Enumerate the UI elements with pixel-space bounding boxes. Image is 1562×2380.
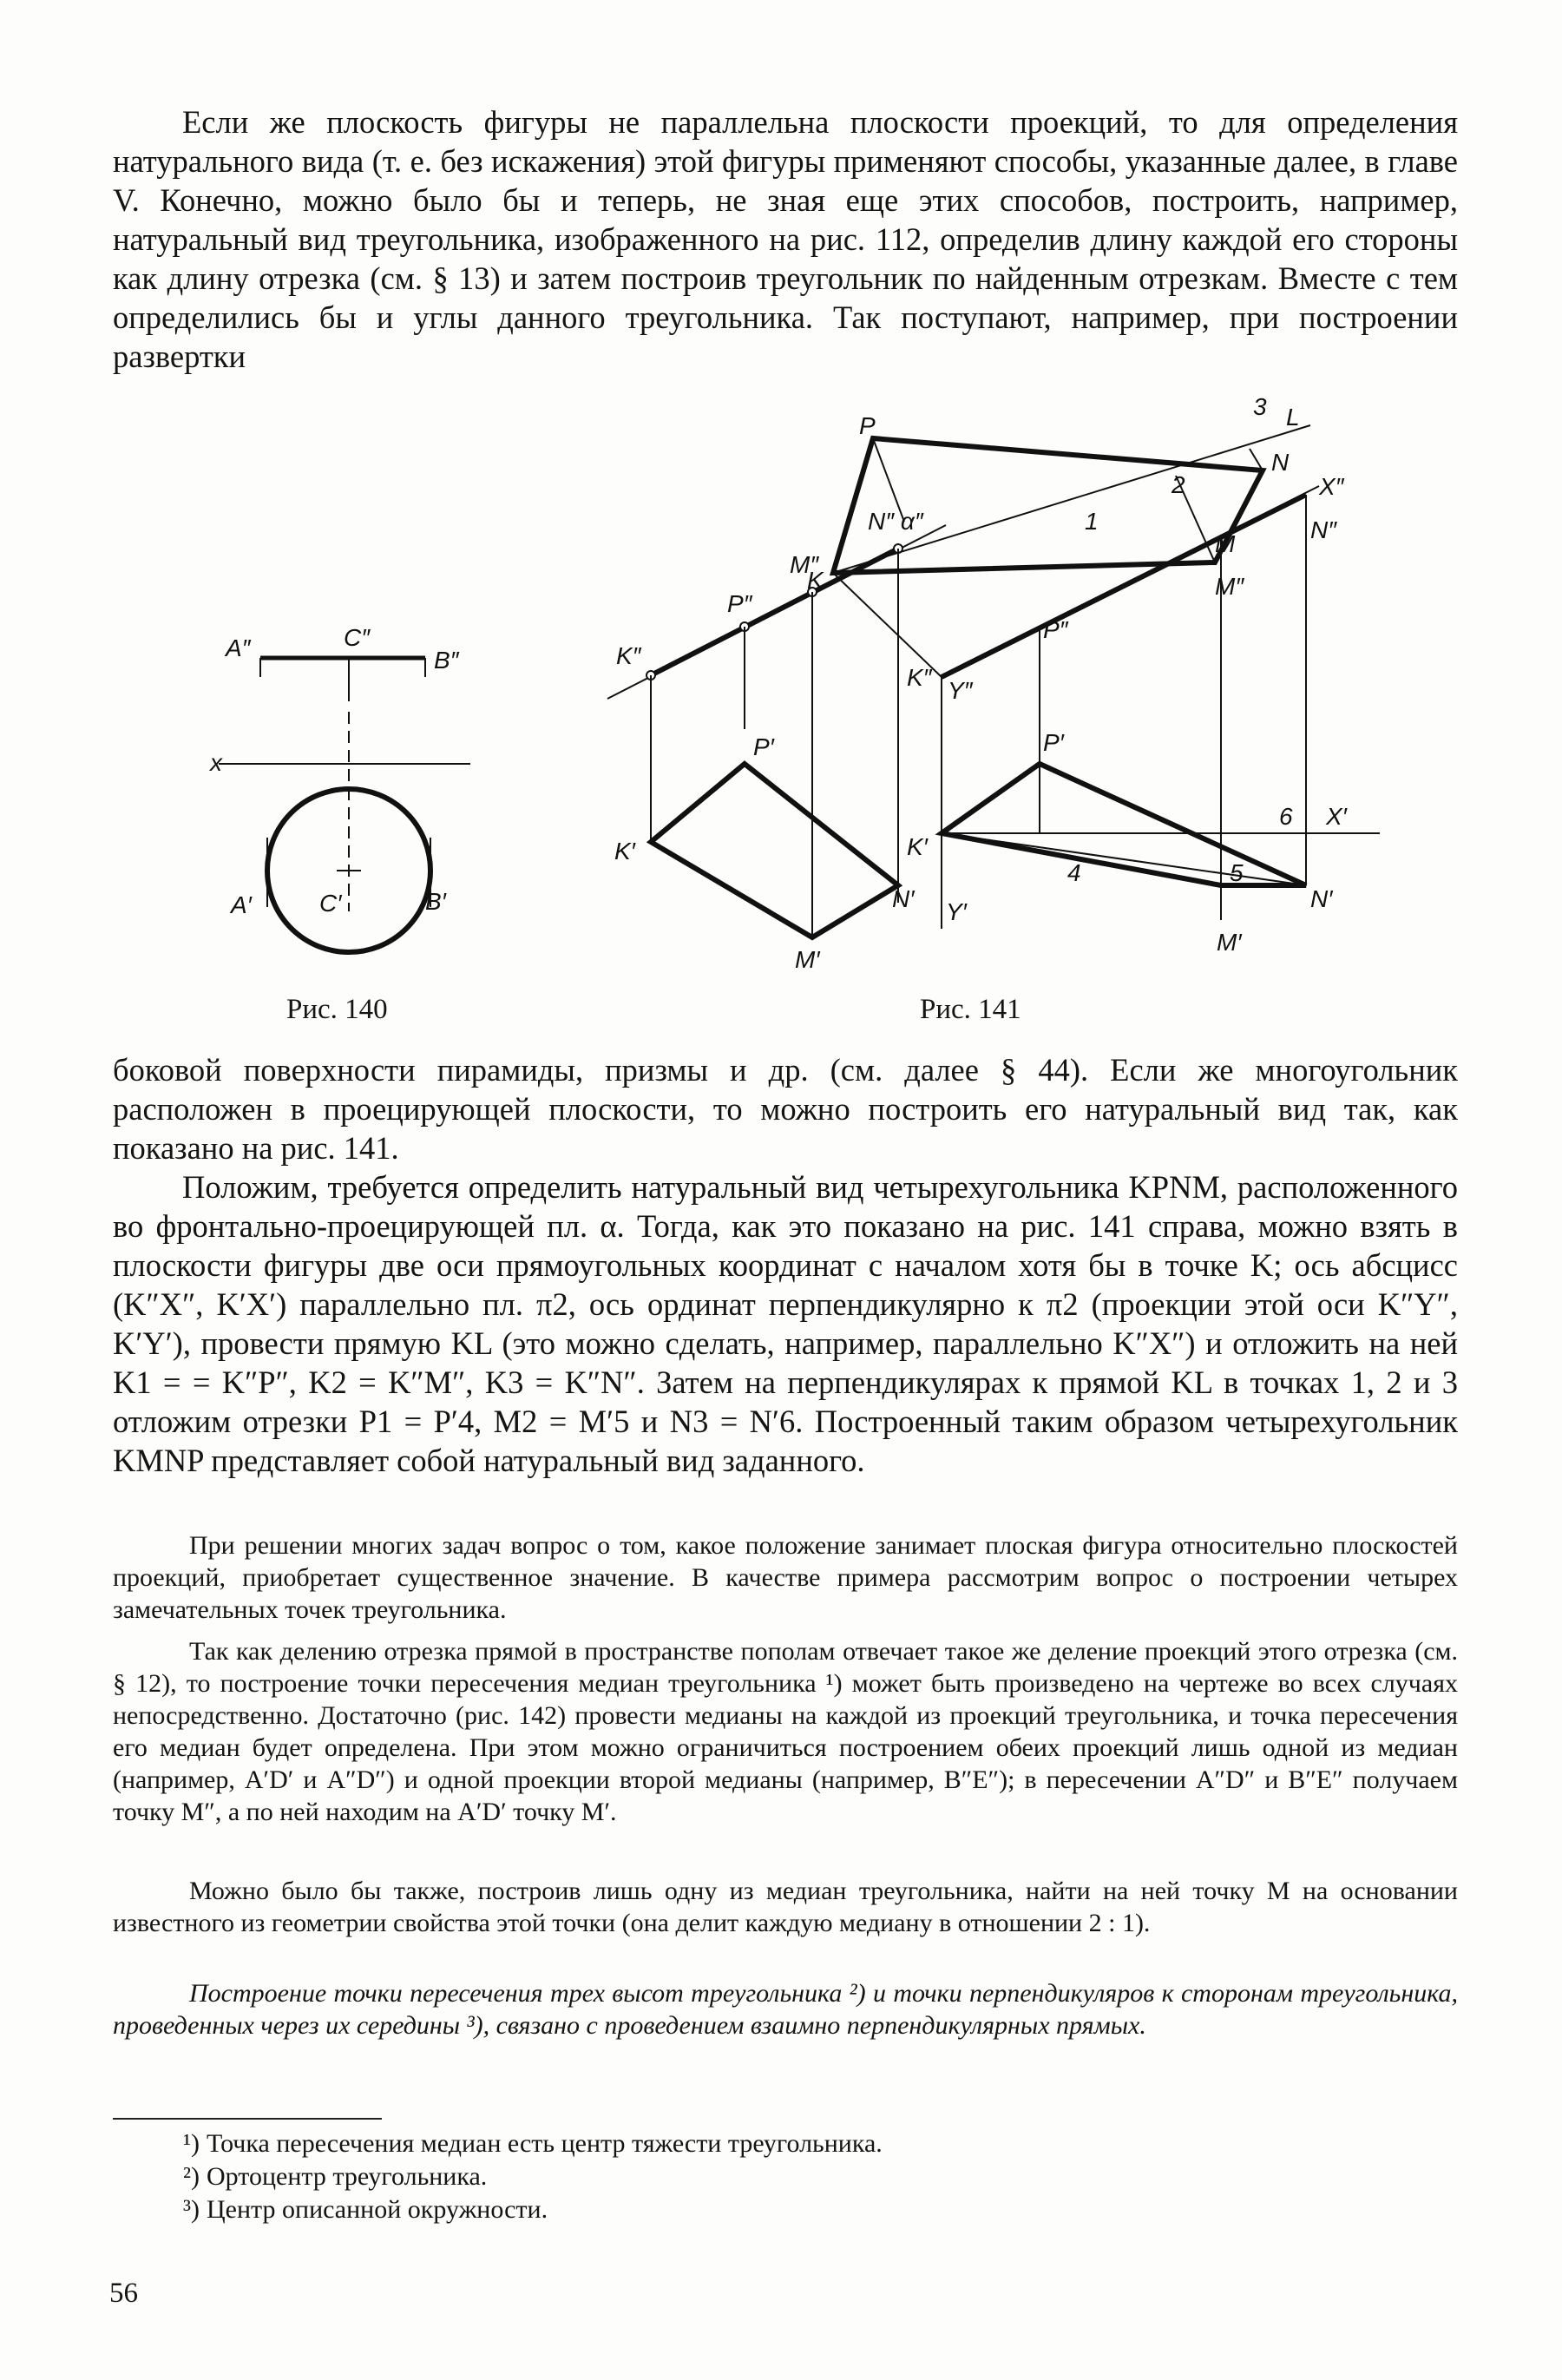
label-K1: K′ — [614, 838, 635, 865]
paragraph-2: боковой поверхности пирамиды, призмы и др. (см. далее § 44). Если же многоугольник расположен в проецирующей плоскости, то можно построить его натуральный вид так, как показано на рис. 141. — [113, 1052, 1458, 1166]
label-X1: X′ — [1326, 803, 1347, 830]
footnote-3 — [113, 2194, 548, 2225]
label-6: 6 — [1279, 803, 1293, 830]
label-A2: A″ — [226, 634, 251, 661]
label-3: 3 — [1253, 393, 1267, 420]
label-L: L — [1286, 404, 1300, 431]
label-P2: P″ — [727, 590, 752, 617]
label-C1: C′ — [319, 890, 342, 917]
caption-fig140: Рис. 140 — [286, 994, 388, 1025]
label-Y2: Y″ — [948, 677, 973, 704]
label-M2: M″ — [790, 551, 819, 578]
label-A1: A′ — [231, 891, 252, 918]
label-K2-right: K″ — [907, 664, 932, 691]
footnote-number: ¹) — [183, 2129, 200, 2158]
label-4: 4 — [1067, 859, 1081, 886]
label-P1: P′ — [753, 733, 774, 760]
label-M1: M′ — [795, 946, 820, 973]
paragraph-3: Положим, требуется определить натуральный вид четырехугольника KPNM, расположенного во фронтально-проецирующей пл. α. Тогда, как это показано на рис. 141 справа, можно взять в плоскости фигуры две оси прямоугольных координат с началом хотя бы в точке K; ось абсцисс (K″X″, K′X′) параллельно пл. π2, ось ординат перпендикулярно к π2 (проекции этой оси K″Y″, K′Y′), провести прямую KL (это можно сделать, например, параллельно K″X″) и отложить на ней K1 = = K″P″, K2 = K″M″, K3 = K″N″. Затем на перпендикулярах к прямой KL в точках 1, 2 и 3 отложим отрезки P1 = P′4, M2 = M′5 и N3 = N′6. Построенный таким образом четырехугольник KMNP представляет собой натуральный вид заданного. — [113, 1169, 1458, 1478]
fig141-frontal-trace — [651, 549, 898, 675]
label-P: P — [859, 412, 876, 439]
label-B2: B″ — [434, 647, 459, 674]
footnote-text: Ортоцентр треугольника. — [207, 2162, 488, 2191]
label-N2-right: N″ — [1310, 516, 1337, 543]
label-B1: B′ — [425, 888, 446, 915]
paragraph-5: Так как делению отрезка прямой в пространстве пополам отвечает такое же деление проекций этого отрезка (см. § 12), то построение точки пересечения медиан треугольника ¹) может быть произведено на чертеже во всех случаях непосредственно. Достаточно (рис. 142) провести медианы на каждой из проекций треугольника, и точка пересечения его медиан будет определена. При этом можно ограничиться построением обеих проекций лишь одной из медиан (например, A′D′ и A″D″) и одной проекции второй медианы (например, B″E″); в пересечении A″D″ и B″E″ получаем точку M″, а по ней находим на A′D′ точку M′. — [113, 1637, 1458, 1826]
footnote-1 — [113, 2128, 883, 2160]
label-Y1: Y′ — [946, 898, 967, 925]
label-M: M — [1215, 530, 1236, 557]
label-K1-right: K′ — [907, 833, 928, 860]
label-P1-right: P′ — [1043, 729, 1064, 756]
paragraph-4: При решении многих задач вопрос о том, какое положение занимает плоская фигура относительно плоскостей проекций, приобретает существенное значение. В качестве примера рассмотрим вопрос о построении четырех замечательных точек треугольника. — [113, 1531, 1458, 1624]
footnote-number: ³) — [183, 2195, 200, 2224]
label-N1: N′ — [892, 885, 915, 912]
fig141-right-horizontal-projection — [942, 764, 1306, 885]
fig141-horizontal-projection — [651, 764, 898, 937]
footnote-rule — [113, 2118, 382, 2120]
paragraph-6: Можно было бы также, построив лишь одну из медиан треугольника, найти на ней точку M на основании известного из геометрии свойства этой точки (она делит каждую медиану в отношении 2 : 1). — [113, 1877, 1458, 1937]
footnote-text: Точка пересечения медиан есть центр тяжести треугольника. — [207, 2129, 883, 2158]
label-M1-right: M′ — [1217, 929, 1242, 956]
footnote-number: ²) — [183, 2162, 200, 2191]
caption-fig141: Рис. 141 — [920, 994, 1021, 1025]
footnote-text: Центр описанной окружности. — [207, 2195, 548, 2224]
label-K2: K″ — [616, 642, 641, 669]
label-K: K — [807, 567, 824, 594]
paragraph-1: Если же плоскость фигуры не параллельна плоскости проекций, то для определения натурального вида (т. е. без искажения) этой фигуры применяют способы, указанные далее, в главе V. Конечно, можно было бы и теперь, не зная еще этих способов, построить, например, натуральный вид треугольника, изображенного на рис. 112, определив длину каждой его стороны как длину отрезка (см. § 13) и затем построив треугольник по найденным отрезкам. Вместе с тем определились бы и углы данного треугольника. Так поступают, например, при построении развертки — [113, 104, 1458, 374]
paragraph-7: Построение точки пересечения трех высот треугольника ²) и точки перпендикуляров к сторонам треугольника, проведенных через их середины ³), связано с проведением взаимно перпендикулярных прямых. — [113, 1979, 1458, 2040]
label-P2-right: P″ — [1043, 616, 1068, 643]
label-M2-right: M″ — [1215, 573, 1244, 600]
label-X2: X″ — [1319, 473, 1344, 500]
label-N2alpha: N″ α″ — [868, 508, 923, 535]
label-N: N — [1271, 449, 1290, 476]
label-5: 5 — [1230, 859, 1244, 886]
page-number: 56 — [109, 2278, 138, 2309]
label-x: x — [210, 749, 222, 776]
label-1: 1 — [1085, 508, 1099, 535]
figure-140 — [210, 624, 495, 972]
label-2: 2 — [1172, 471, 1185, 498]
figure-141 — [599, 393, 1449, 989]
label-C2: C″ — [344, 624, 371, 651]
label-N1-right: N′ — [1310, 885, 1333, 912]
footnote-2 — [113, 2161, 487, 2193]
